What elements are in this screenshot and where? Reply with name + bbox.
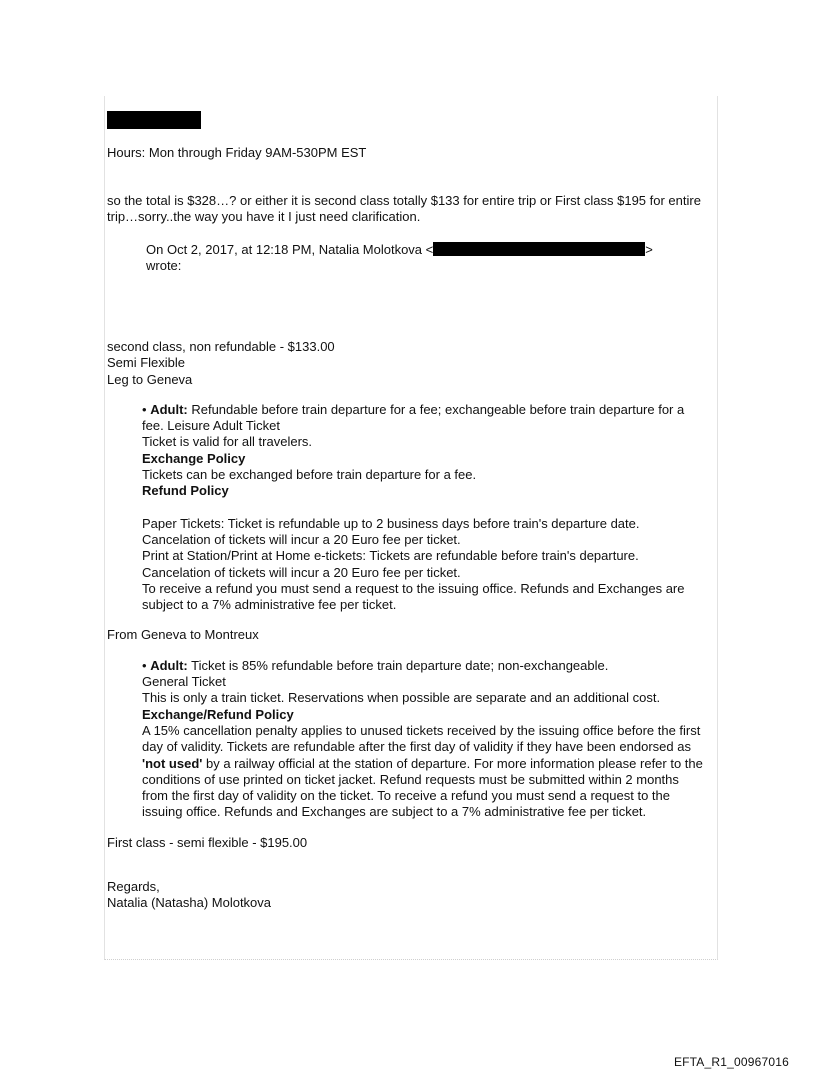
exchange-policy-title: Exchange Policy bbox=[142, 450, 246, 466]
adult-label: Adult: bbox=[150, 401, 188, 417]
fare-type: Semi Flexible bbox=[107, 355, 186, 371]
reply-message: so the total is $328…? or either it is second class totally $133 for entire trip or First class $195 for entire trip…sorry..the way you have it I just need clarification. bbox=[107, 193, 701, 225]
print-tickets-line2: Cancelation of tickets will incur a 20 Euro fee per ticket. bbox=[142, 564, 461, 580]
quoted-header-wrote: wrote: bbox=[146, 258, 182, 274]
redaction-bar bbox=[107, 111, 201, 129]
adult-label: Adult: bbox=[150, 657, 188, 673]
leg-title-geneva: Leg to Geneva bbox=[107, 371, 193, 387]
refund-policy-title: Refund Policy bbox=[142, 483, 229, 499]
paper-tickets-line1: Paper Tickets: Ticket is refundable up to 2 business days before train's departure date. bbox=[142, 515, 640, 531]
general-ticket: General Ticket bbox=[142, 674, 226, 690]
refund-request-note: To receive a refund you must send a request to the issuing office. Refunds and Exchanges are subject to a 7% administrative fee per ticket. bbox=[142, 580, 685, 613]
leg1-details bbox=[142, 402, 708, 614]
adult-text: Refundable before train departure for a fee; exchangeable before train departure for a fee. Leisure Adult Ticket bbox=[142, 401, 685, 434]
first-class-fare: First class - semi flexible - $195.00 bbox=[107, 834, 308, 850]
exchange-refund-policy-text: A 15% cancellation penalty applies to unused tickets received by the issuing office before the first day of validity. Tickets are refundable after the first day of validity if they have been endorsed as 'not used' by a railway official at the station of departure. For more information please refer to the conditions of use printed on ticket jacket. Refund requests must be submitted within 2 months from the first day of validity on the ticket. To receive a refund you must send a request to the issuing office. Refunds and Exchanges are subject to a 7% administrative fee per ticket. bbox=[142, 722, 703, 820]
exchange-refund-policy-title: Exchange/Refund Policy bbox=[142, 706, 294, 722]
print-tickets-line1: Print at Station/Print at Home e-tickets: Tickets are refundable before train's departure. bbox=[142, 548, 639, 564]
fare-line: second class, non refundable - $133.00 bbox=[107, 339, 335, 354]
leg2-adult bbox=[142, 658, 708, 674]
quoted-header bbox=[146, 242, 706, 275]
quoted-header-suffix: > bbox=[645, 242, 653, 257]
adult-text: Ticket is 85% refundable before train departure date; non-exchangeable. bbox=[187, 657, 609, 673]
signature-regards: Regards, bbox=[107, 879, 160, 895]
exchange-policy-text: Tickets can be exchanged before train departure for a fee. bbox=[142, 467, 477, 483]
quoted-header-prefix: On Oct 2, 2017, at 12:18 PM, Natalia Molotkova < bbox=[146, 242, 434, 257]
leg-title-montreux: From Geneva to Montreux bbox=[107, 627, 259, 643]
redacted-email bbox=[433, 242, 645, 256]
bullet: • bbox=[142, 401, 147, 417]
leg1-valid: Ticket is valid for all travelers. bbox=[142, 434, 313, 450]
train-ticket-note: This is only a train ticket. Reservations when possible are separate and an additional cost. bbox=[142, 690, 661, 706]
bullet: • bbox=[142, 657, 147, 673]
office-hours: Hours: Mon through Friday 9AM-530PM EST bbox=[107, 145, 367, 160]
leg1-adult bbox=[142, 402, 708, 435]
signature-name: Natalia (Natasha) Molotkova bbox=[107, 895, 272, 911]
document-id: EFTA_R1_00967016 bbox=[673, 1055, 789, 1069]
quoted-body bbox=[107, 339, 713, 912]
leg2-details bbox=[142, 658, 708, 821]
paper-tickets-line2: Cancelation of tickets will incur a 20 Euro fee per ticket. bbox=[142, 531, 461, 547]
